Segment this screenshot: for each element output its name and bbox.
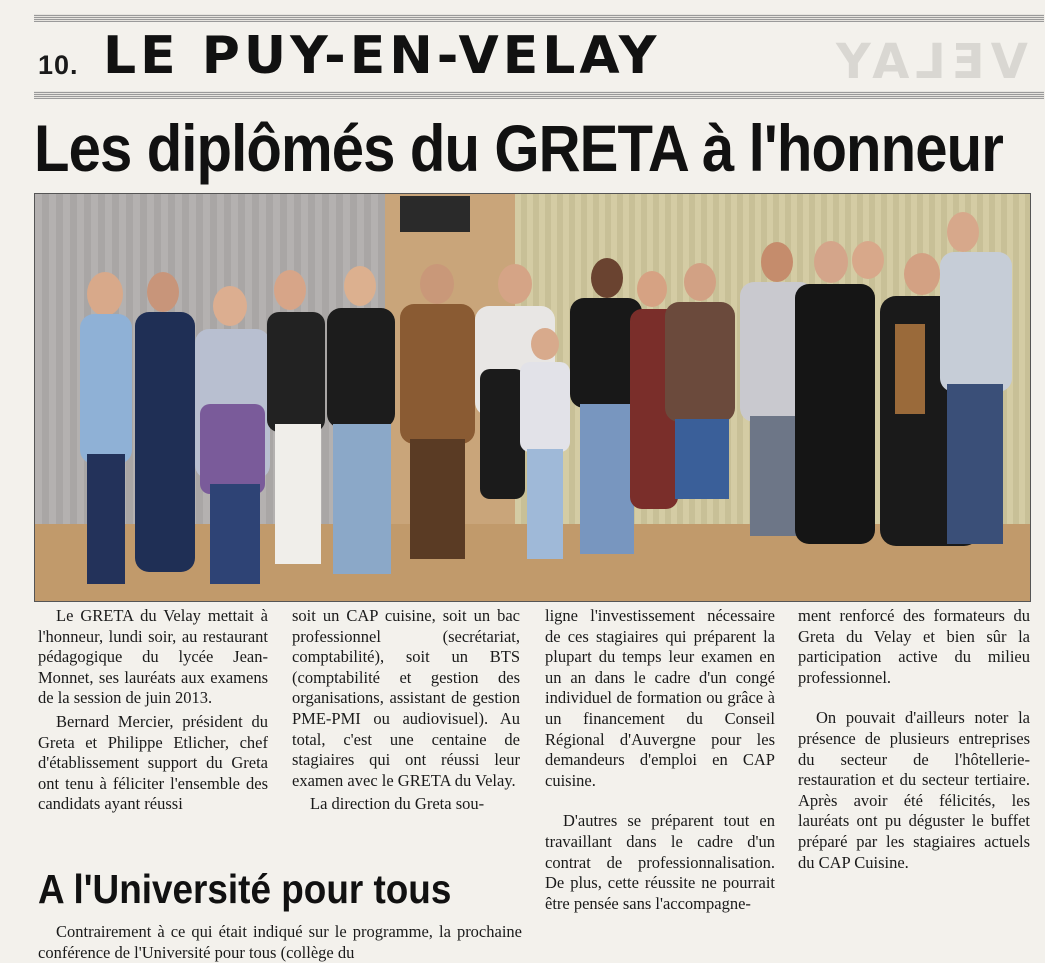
top-rule <box>34 14 1044 22</box>
paragraph: soit un CAP cuisine, soit un bac professionnel (secrétariat, comptabilité), soit un BTS (comptabilité et gestion des organisations, assistant de gestion PME-PMI ou audiovisuel). Au total, c'est une centaine de stagiaires qui ont réussi leur examen avec le GRETA du Velay. <box>292 606 520 790</box>
second-article-text <box>38 922 522 963</box>
bleed-through-text: VELAY <box>830 34 1028 90</box>
article-column-3 <box>545 606 775 914</box>
paragraph: ligne l'investissement nécessaire de ces stagiaires qui préparent la plupart du temps leur examen en un an dans le cadre d'un congé individuel de formation ou grâce à un financement du Conseil Régional d'Auvergne pour les demandeurs d'emploi en CAP cuisine. <box>545 606 775 790</box>
paragraph: La direction du Greta sou- <box>310 794 485 814</box>
group-photo-illustration <box>35 194 1030 601</box>
paragraph: Bernard Mercier, président du Greta et Philippe Etlicher, chef d'établissement support du Greta ont tenu à féliciter l'ensemble des candidats ayant réussi <box>38 711 268 814</box>
section-title: LE PUY-EN-VELAY <box>103 26 661 86</box>
paragraph: ment renforcé des formateurs du Greta du Velay et bien sûr la participation active du milieu professionnel. <box>798 606 1030 687</box>
article-column-4 <box>798 606 1030 873</box>
header-rule <box>34 91 1044 99</box>
second-article-headline: A l'Université pour tous <box>38 866 452 912</box>
article-column-1 <box>38 606 268 815</box>
group-photo <box>34 193 1031 602</box>
paragraph: Contrairement à ce qui était indiqué sur le programme, la prochaine conférence de l'Université pour tous (collège du <box>38 922 522 962</box>
paragraph: Le GRETA du Velay mettait à l'honneur, lundi soir, au restaurant pédagogique du lycée Jean-Monnet, ses lauréats aux examens de la session de juin 2013. <box>38 606 268 708</box>
article-column-2 <box>292 606 520 815</box>
paragraph: D'autres se préparent tout en travaillant dans le cadre d'un contrat de professionnalisation. De plus, cette réussite ne pourrait être pensée sans l'accompagne- <box>545 811 775 913</box>
article-headline: Les diplômés du GRETA à l'honneur <box>34 111 1003 185</box>
page-number: 10. <box>38 50 79 80</box>
paragraph: On pouvait d'ailleurs noter la présence de plusieurs entreprises du secteur de l'hôtellerie-restauration et du secteur tertiaire. Après avoir été félicités, les lauréats ont pu déguster le buffet préparé par les stagiaires actuels du CAP Cuisine. <box>798 708 1030 872</box>
